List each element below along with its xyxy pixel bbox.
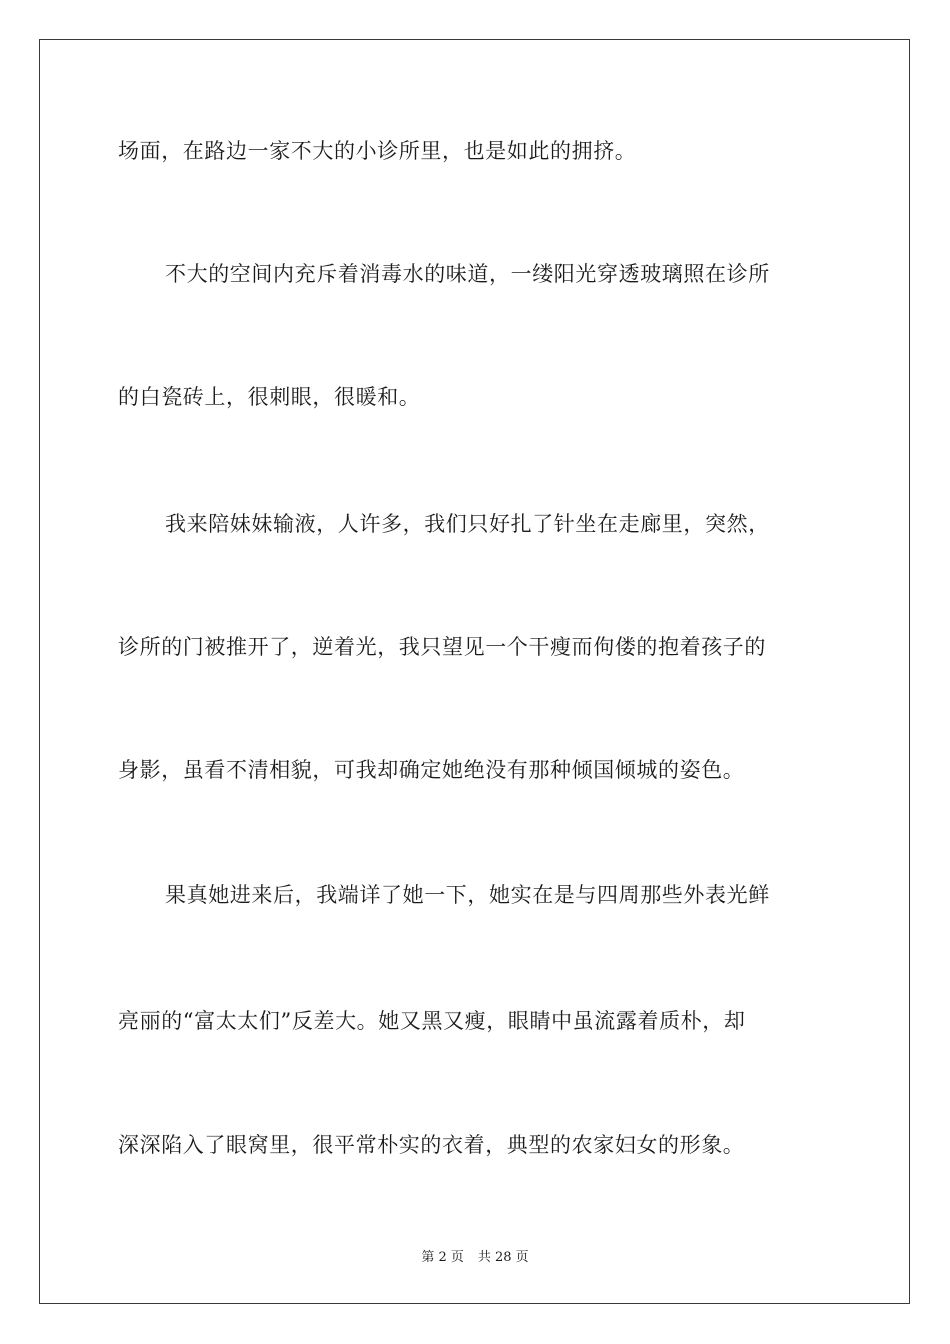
page-border bbox=[39, 39, 910, 1304]
paragraph-first-line: 果真她进来后，我端详了她一下，她实在是与四周那些外表光鲜 bbox=[165, 883, 770, 907]
text-line: 场面，在路边一家不大的小诊所里，也是如此的拥挤。 bbox=[118, 139, 637, 163]
paragraph-first-line: 不大的空间内充斥着消毒水的味道，一缕阳光穿透玻璃照在诊所 bbox=[165, 262, 770, 286]
page-number: 第 2 页 bbox=[421, 1250, 464, 1265]
paragraph-first-line: 我来陪妹妹输液，人许多，我们只好扎了针坐在走廊里，突然， bbox=[165, 512, 770, 536]
text-line: 的白瓷砖上，很刺眼，很暖和。 bbox=[118, 385, 421, 409]
text-line: 身影，虽看不清相貌，可我却确定她绝没有那种倾国倾城的姿色。 bbox=[118, 758, 745, 782]
text-line: 诊所的门被推开了，逆着光，我只望见一个干瘦而佝偻的抱着孩子的 bbox=[118, 635, 766, 659]
page-footer bbox=[0, 1246, 950, 1265]
text-line: 深深陷入了眼窝里，很平常朴实的衣着，典型的农家妇女的形象。 bbox=[118, 1133, 745, 1157]
text-line: 亮丽的“富太太们”反差大。她又黑又瘦，眼睛中虽流露着质朴，却 bbox=[118, 1009, 746, 1033]
total-pages: 共 28 页 bbox=[477, 1250, 529, 1265]
